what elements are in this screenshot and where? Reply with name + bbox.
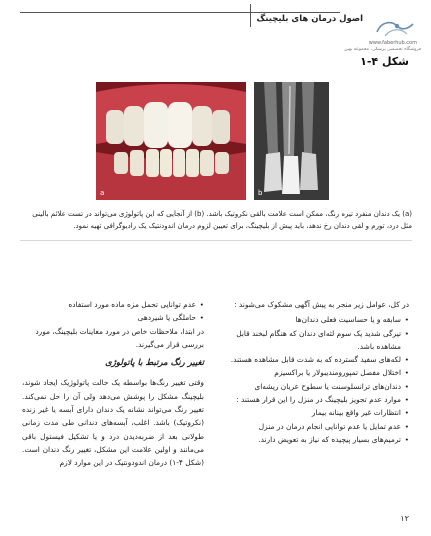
list-item: • حاملگی یا شیردهی [22, 311, 204, 324]
bullet-list-right [224, 313, 409, 446]
intro-paragraph: در کل، عوامل زیر منجر به پیش آگهی مشکوک می‌شوند : [234, 300, 409, 309]
figure-caption: (a) یک دندان منفرد تیره رنگ، ممکن است علامت بالقی نکروتیک باشد. (b) از آنجایی که این پاتولوژی می‌تواند در تست علائم بالینی مثل درد، تورم و لقی دندان رخ ندهد، باید پیش از بلیچینگ، برای تعیین لزوم درمان اندودنتیک یک رادیوگرافی تهیه نمود. [32, 210, 412, 230]
radiograph-illustration [254, 82, 329, 200]
running-header [250, 4, 369, 27]
figure-photo-teeth [96, 82, 246, 200]
list-item: • اختلال مفصل تمپورومندیبولار یا براکسیزم [224, 366, 409, 379]
list-item: • موارد عدم تجویز بلیچینگ در منزل را این قرار هستند : [224, 393, 409, 406]
caption-divider [20, 240, 412, 241]
page-number: ۱۲ [400, 514, 409, 523]
list-item: • دندان‌های ترانسلوسنت یا سطوح عریان ریشه‌ای [224, 380, 409, 393]
figure-radiograph [254, 82, 329, 200]
teeth-illustration [96, 82, 246, 200]
logo-url: www.faberhub.com [368, 40, 417, 46]
body-paragraph: وقتی تغییر رنگ‌ها بواسطه یک حالت پاتولوژیک ایجاد شوند، بلیچینگ مشکل را پوشش می‌دهد ولی آن را حل نمی‌کند. تغییر رنگ می‌تواند نشانه یک دندان دارای آبسه یا غیر زنده (نکروتیک) باشد. اغلب، آبسه‌های دندانی طی مدت زمانی طولانی بعد از ضربه‌دیدن درد و یا تشکیل فیستول باقی می‌مانند و اولین علامت این مشکل، تغییر رنگ دندان است.(شکل ۴-۱) درمان اندودونتیک در این موارد لازم [22, 378, 204, 468]
figure-label: شکل ۴-۱ [360, 55, 409, 68]
list-item: • عدم تمایل یا عدم توانایی انجام درمان در منزل [224, 420, 409, 433]
list-item: • سابقه و یا حساسیت فعلی دندان‌ها [224, 313, 409, 326]
list-item: • تیرگی شدید یک سوم لثه‌ای دندان که هنگام لبخند قابل مشاهده باشد. [224, 327, 409, 354]
text-column-right [224, 298, 409, 446]
section-heading: تغییر رنگ مرتبط با پاتولوژی [105, 358, 204, 369]
panel-b-letter: b [258, 189, 263, 197]
logo-tagline: فروشگاه تخصصی پزشکی، مجموعه بهین [344, 47, 421, 52]
chapter-title: اصول درمان های بلیچینگ [256, 14, 363, 24]
bullet-list-left [22, 298, 204, 325]
list-item: • لکه‌های سفید گسترده که به شدت قابل مشاهده هستند. [224, 353, 409, 366]
panel-a-letter: a [100, 189, 105, 197]
list-item: • عدم توانایی تحمل مزه ماده مورد استفاده [22, 298, 204, 311]
text-column-left [22, 298, 204, 472]
exam-paragraph: در ابتدا، ملاحظات خاص در مورد معاینات بلیچینگ، مورد بررسی قرار می‌گیرند. [35, 326, 204, 349]
list-item: • ترمیم‌های بسیار پیچیده که نیاز به تعویض دارند. [224, 433, 409, 446]
list-item: • انتظارات غیر واقع بینانه بیمار [224, 406, 409, 419]
